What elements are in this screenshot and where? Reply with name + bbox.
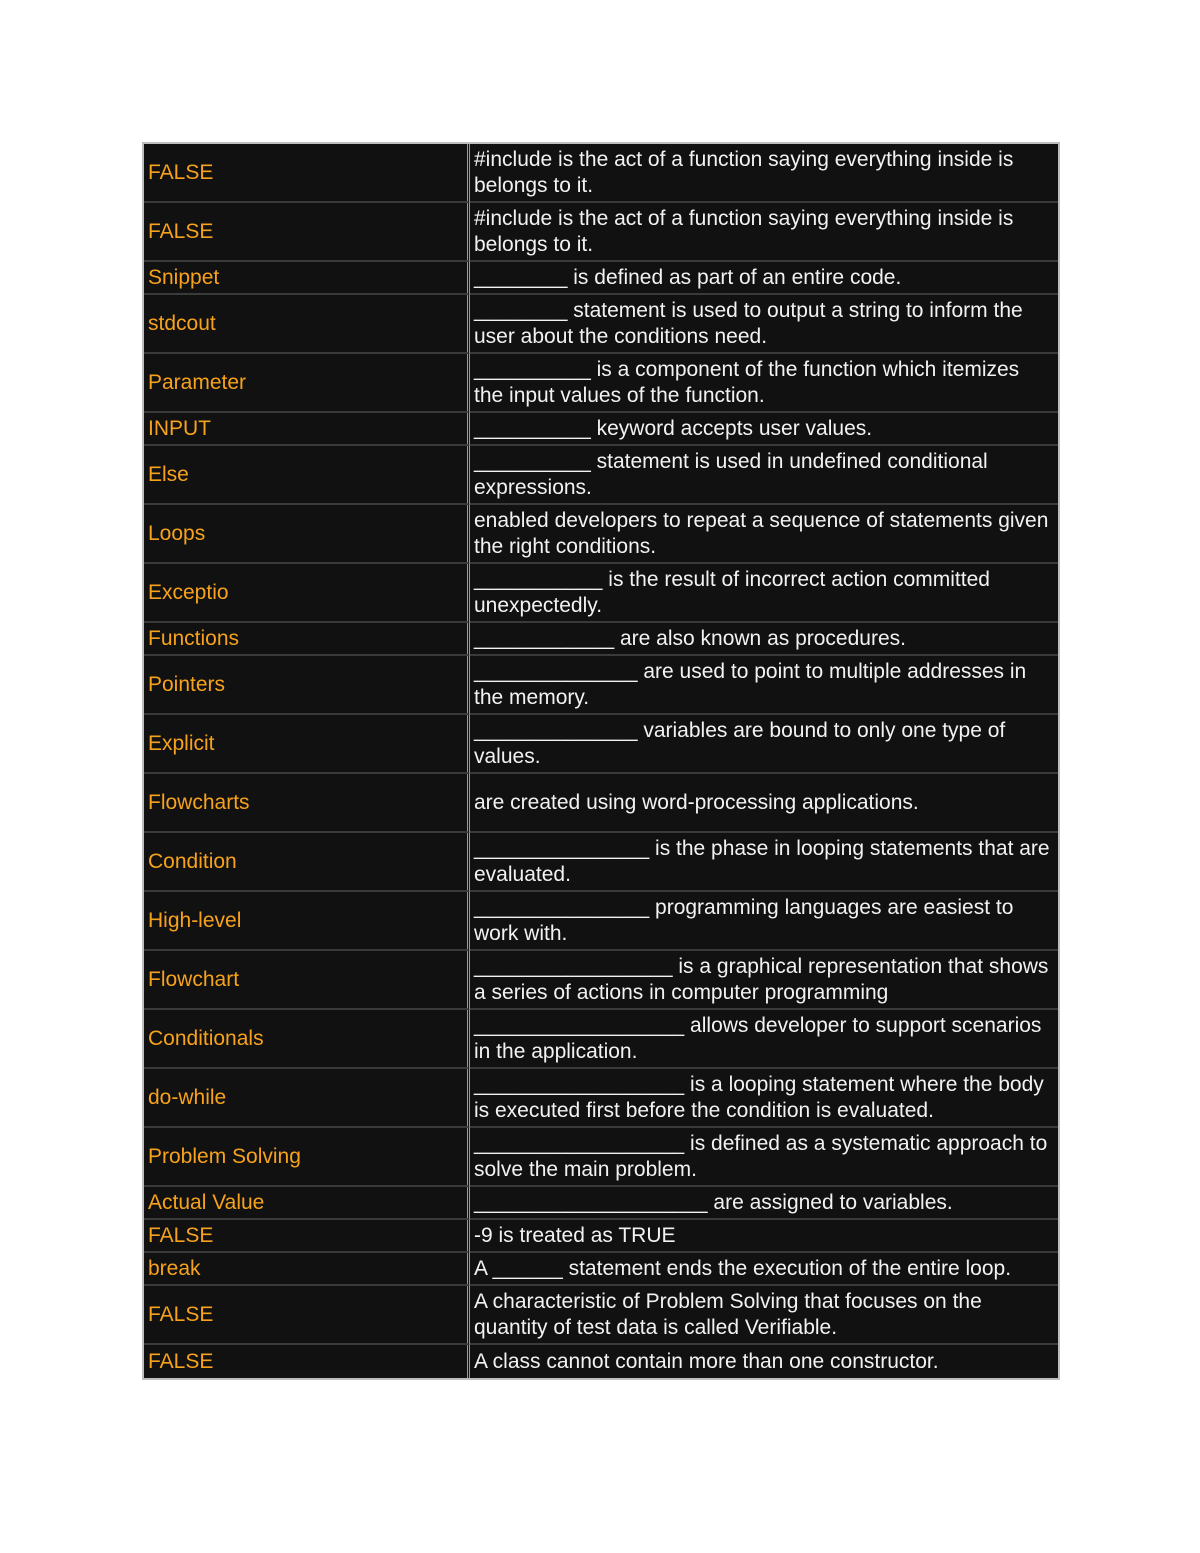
question-cell: ______________ variables are bound to only one type of values. xyxy=(470,715,1058,774)
answer-cell: FALSE xyxy=(144,1345,470,1378)
answer-cell: Actual Value xyxy=(144,1187,470,1220)
question-cell: ____________ are also known as procedures. xyxy=(470,623,1058,656)
table-row xyxy=(144,144,1058,203)
question-cell: -9 is treated as TRUE xyxy=(470,1220,1058,1253)
answer-cell: Conditionals xyxy=(144,1010,470,1069)
answer-cell: High-level xyxy=(144,892,470,951)
question-cell: ________ is defined as part of an entire code. xyxy=(470,262,1058,295)
question-cell: __________ is a component of the function which itemizes the input values of the function. xyxy=(470,354,1058,413)
question-cell: __________ keyword accepts user values. xyxy=(470,413,1058,446)
answer-cell: Problem Solving xyxy=(144,1128,470,1187)
question-cell: A class cannot contain more than one constructor. xyxy=(474,1349,939,1373)
table-row xyxy=(144,774,1058,833)
table-row xyxy=(144,1286,1058,1345)
question-cell: A characteristic of Problem Solving that focuses on the quantity of test data is called Verifiable. xyxy=(470,1286,1058,1345)
answer-cell: Flowchart xyxy=(144,951,470,1010)
table-row xyxy=(144,1010,1058,1069)
answer-key-table xyxy=(142,142,1060,1380)
question-cell: are created using word-processing applications. xyxy=(470,774,1058,833)
answer-cell: Parameter xyxy=(144,354,470,413)
table-row xyxy=(144,564,1058,623)
table-row xyxy=(144,656,1058,715)
answer-cell: Explicit xyxy=(144,715,470,774)
table-row xyxy=(144,1069,1058,1128)
question-cell: __________________ is a looping statement where the body is executed first before the condition is evaluated. xyxy=(470,1069,1058,1128)
answer-cell: Else xyxy=(144,446,470,505)
table-row xyxy=(144,1253,1058,1286)
table-row xyxy=(144,623,1058,656)
question-cell: #include is the act of a function saying everything inside is belongs to it. xyxy=(470,144,1058,203)
table-row xyxy=(144,413,1058,446)
question-cell: ______________ are used to point to multiple addresses in the memory. xyxy=(470,656,1058,715)
table-row xyxy=(144,833,1058,892)
question-cell: #include is the act of a function saying everything inside is belongs to it. xyxy=(470,203,1058,262)
answer-cell: INPUT xyxy=(144,413,470,446)
table-row xyxy=(144,203,1058,262)
question-cell: ____________________ are assigned to variables. xyxy=(470,1187,1058,1220)
answer-cell: Flowcharts xyxy=(144,774,470,833)
question-cell: __________ statement is used in undefined conditional expressions. xyxy=(470,446,1058,505)
table-row xyxy=(144,715,1058,774)
table-row xyxy=(144,505,1058,564)
answer-key-body xyxy=(144,144,1058,1378)
table-row xyxy=(144,1187,1058,1220)
question-cell: A ______ statement ends the execution of the entire loop. xyxy=(470,1253,1058,1286)
question-cell: ________ statement is used to output a string to inform the user about the conditions need. xyxy=(470,295,1058,354)
answer-cell: FALSE xyxy=(144,203,470,262)
answer-cell: Condition xyxy=(144,833,470,892)
table-row xyxy=(144,354,1058,413)
answer-cell: FALSE xyxy=(144,1286,470,1345)
answer-cell: do-while xyxy=(144,1069,470,1128)
question-cell: _________________ is a graphical representation that shows a series of actions in computer programming xyxy=(470,951,1058,1010)
answer-cell: FALSE xyxy=(144,1220,470,1253)
table-row xyxy=(144,295,1058,354)
table-row xyxy=(144,262,1058,295)
table-row xyxy=(144,1345,1058,1378)
answer-cell: Loops xyxy=(144,505,470,564)
answer-cell: stdcout xyxy=(144,295,470,354)
answer-cell: Functions xyxy=(144,623,470,656)
table-row xyxy=(144,892,1058,951)
answer-cell: FALSE xyxy=(144,144,470,203)
table-row xyxy=(144,951,1058,1010)
question-cell: __________________ is defined as a systematic approach to solve the main problem. xyxy=(470,1128,1058,1187)
answer-cell: Pointers xyxy=(144,656,470,715)
question-cell: ___________ is the result of incorrect action committed unexpectedly. xyxy=(470,564,1058,623)
answer-cell: Exceptio xyxy=(144,564,470,623)
table-row xyxy=(144,1220,1058,1253)
question-cell: enabled developers to repeat a sequence of statements given the right conditions. xyxy=(470,505,1058,564)
answer-cell: Snippet xyxy=(144,262,470,295)
question-cell: _______________ is the phase in looping statements that are evaluated. xyxy=(470,833,1058,892)
table-row xyxy=(144,1128,1058,1187)
table-row xyxy=(144,446,1058,505)
answer-cell: break xyxy=(144,1253,470,1286)
question-cell: _______________ programming languages are easiest to work with. xyxy=(470,892,1058,951)
question-cell: __________________ allows developer to support scenarios in the application. xyxy=(470,1010,1058,1069)
